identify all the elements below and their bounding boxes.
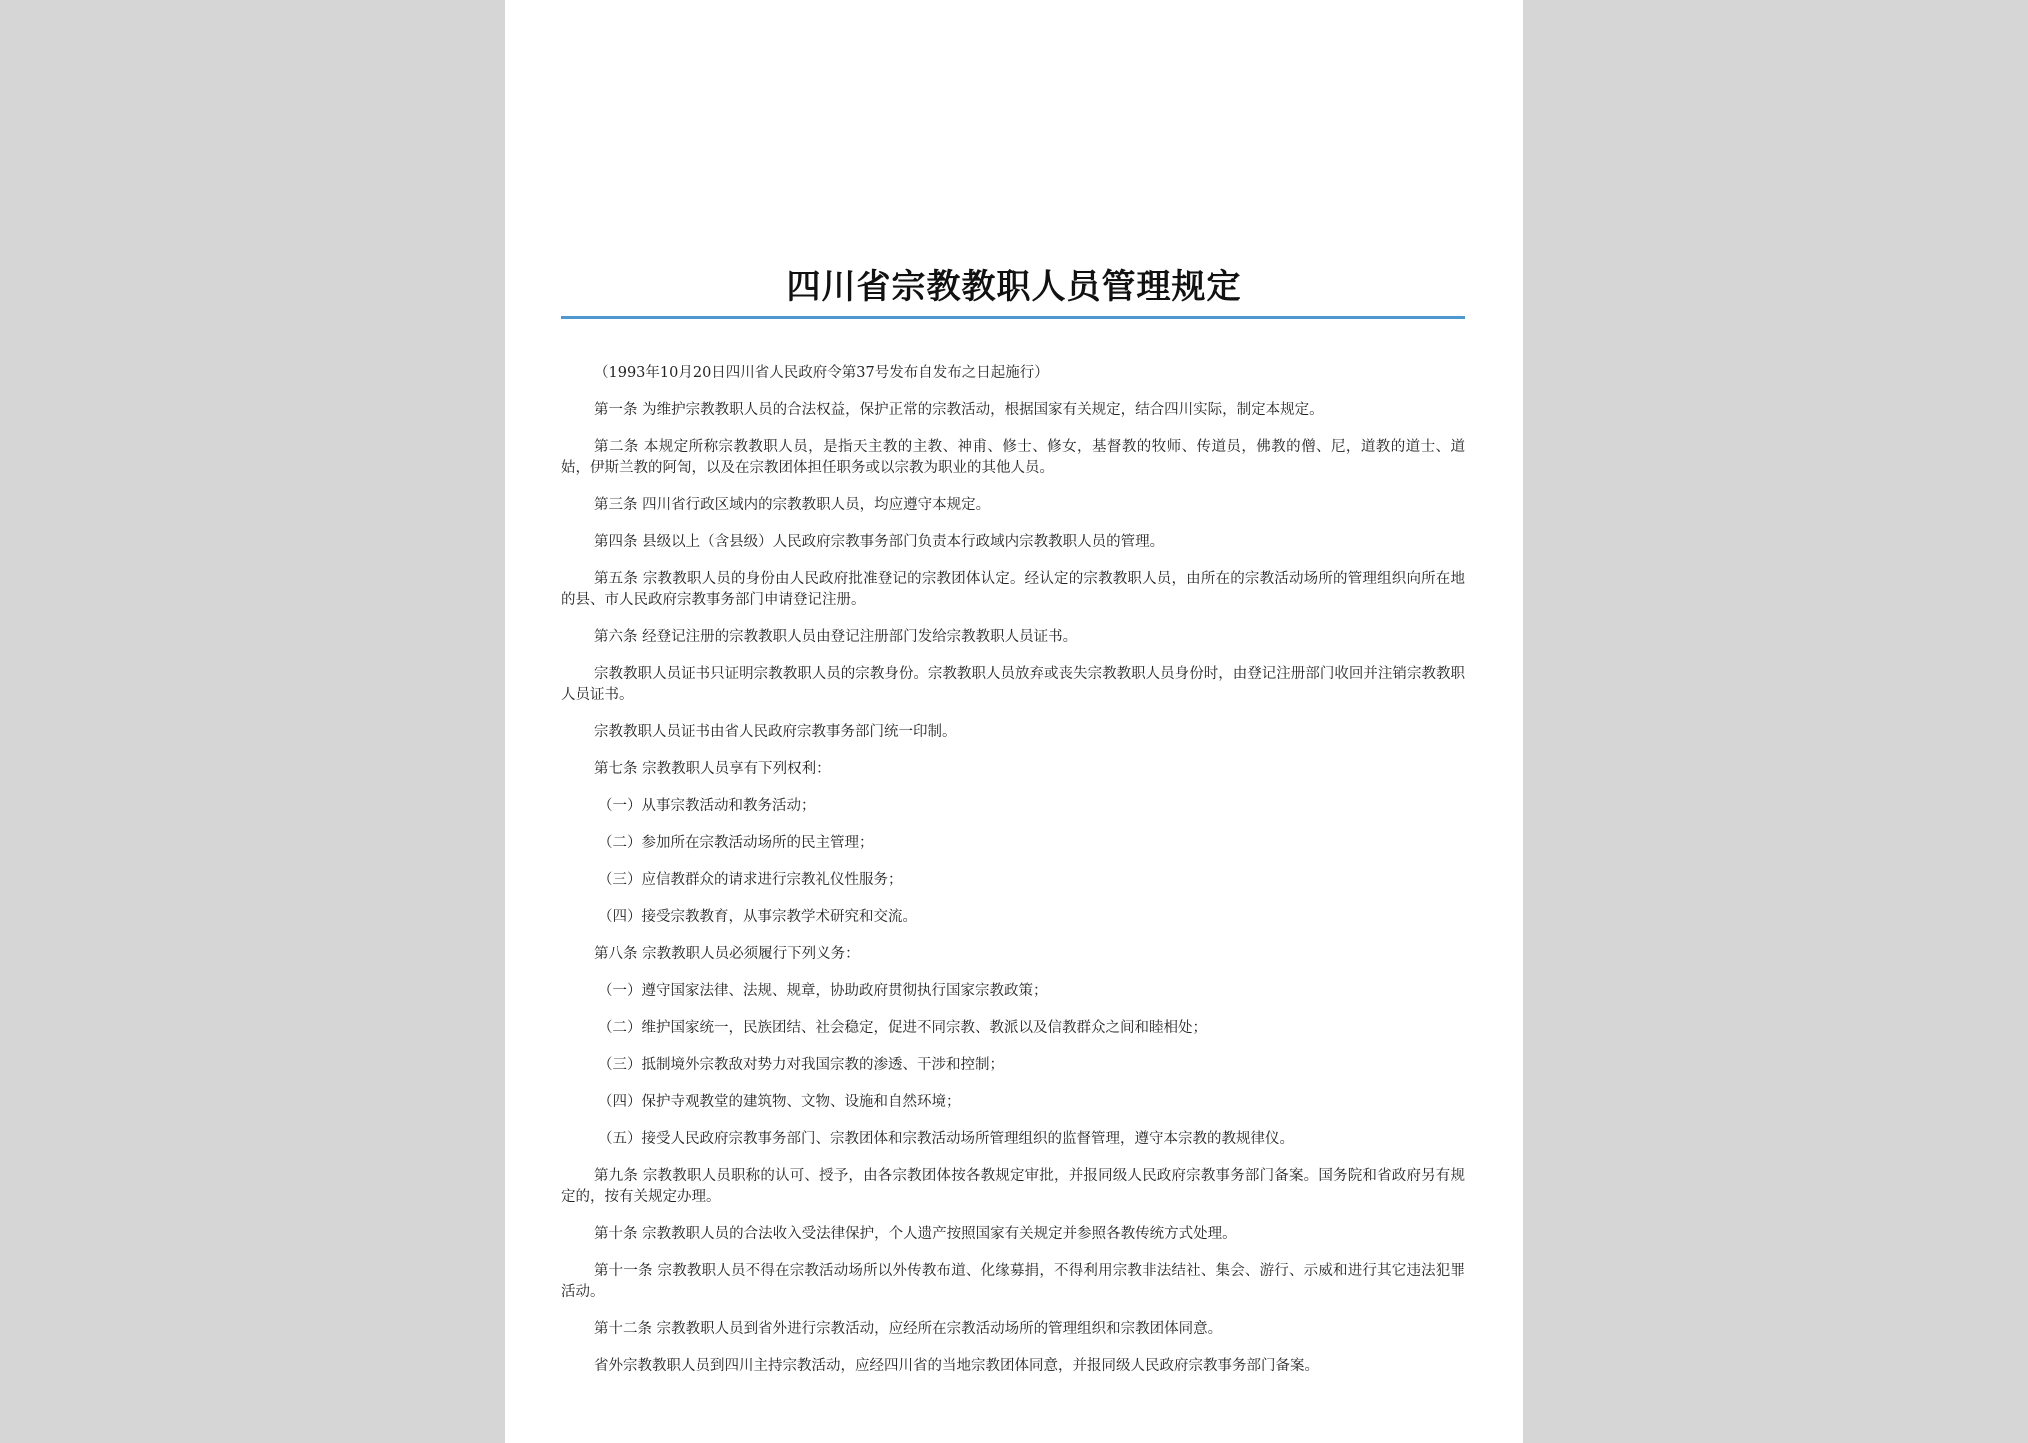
article-8-item-1: （一）遵守国家法律、法规、规章，协助政府贯彻执行国家宗教政策； (598, 983, 1048, 999)
article-6: 第六条 经登记注册的宗教教职人员由登记注册部门发给宗教教职人员证书。 (594, 629, 1078, 645)
document-body (561, 363, 1465, 1393)
article-8: 第八条 宗教教职人员必须履行下列义务： (594, 946, 860, 962)
article-7: 第七条 宗教教职人员享有下列权利： (594, 761, 831, 777)
enactment-note: （1993年10月20日四川省人民政府令第37号发布自发布之日起施行） (594, 365, 1049, 381)
article-10: 第十条 宗教教职人员的合法收入受法律保护，个人遗产按照国家有关规定并参照各教传统方式处理。 (594, 1226, 1237, 1242)
document-page (505, 0, 1523, 1443)
article-8-item-5: （五）接受人民政府宗教事务部门、宗教团体和宗教活动场所管理组织的监督管理，遵守本宗教的教规律仪。 (598, 1131, 1294, 1147)
article-6-clause-3: 宗教教职人员证书由省人民政府宗教事务部门统一印制。 (594, 724, 957, 740)
article-3: 第三条 四川省行政区域内的宗教教职人员，均应遵守本规定。 (594, 497, 991, 513)
article-2: 第二条 本规定所称宗教教职人员，是指天主教的主教、神甫、修士、修女，基督教的牧师、传道员，佛教的僧、尼，道教的道士、道姑，伊斯兰教的阿訇，以及在宗教团体担任职务或以宗教为职业的其他人员。 (561, 439, 1465, 476)
document-title: 四川省宗教教职人员管理规定 (786, 267, 1242, 307)
article-7-item-4: （四）接受宗教教育，从事宗教学术研究和交流。 (598, 909, 917, 925)
article-7-item-1: （一）从事宗教活动和教务活动； (598, 798, 816, 814)
article-8-item-3: （三）抵制境外宗教敌对势力对我国宗教的渗透、干涉和控制； (598, 1057, 1004, 1073)
article-6-clause-2: 宗教教职人员证书只证明宗教教职人员的宗教身份。宗教教职人员放弃或丧失宗教教职人员身份时，由登记注册部门收回并注销宗教教职人员证书。 (561, 666, 1465, 703)
article-11: 第十一条 宗教教职人员不得在宗教活动场所以外传教布道、化缘募捐，不得利用宗教非法结社、集会、游行、示威和进行其它违法犯罪活动。 (561, 1263, 1465, 1300)
article-7-item-3: （三）应信教群众的请求进行宗教礼仪性服务； (598, 872, 903, 888)
article-7-item-2: （二）参加所在宗教活动场所的民主管理； (598, 835, 874, 851)
article-8-item-4: （四）保护寺观教堂的建筑物、文物、设施和自然环境； (598, 1094, 961, 1110)
article-1: 第一条 为维护宗教教职人员的合法权益，保护正常的宗教活动，根据国家有关规定，结合四川实际，制定本规定。 (594, 402, 1324, 418)
article-12-clause-2: 省外宗教教职人员到四川主持宗教活动，应经四川省的当地宗教团体同意，并报同级人民政府宗教事务部门备案。 (594, 1358, 1319, 1374)
article-12: 第十二条 宗教教职人员到省外进行宗教活动，应经所在宗教活动场所的管理组织和宗教团体同意。 (594, 1321, 1223, 1337)
article-5: 第五条 宗教教职人员的身份由人民政府批准登记的宗教团体认定。经认定的宗教教职人员，由所在的宗教活动场所的管理组织向所在地的县、市人民政府宗教事务部门申请登记注册。 (561, 571, 1465, 608)
title-underline (561, 316, 1465, 319)
article-4: 第四条 县级以上（含县级）人民政府宗教事务部门负责本行政域内宗教教职人员的管理。 (594, 534, 1165, 550)
article-8-item-2: （二）维护国家统一，民族团结、社会稳定，促进不同宗教、教派以及信教群众之间和睦相处； (598, 1020, 1207, 1036)
article-9: 第九条 宗教教职人员职称的认可、授予，由各宗教团体按各教规定审批，并报同级人民政府宗教事务部门备案。国务院和省政府另有规定的，按有关规定办理。 (561, 1168, 1465, 1205)
